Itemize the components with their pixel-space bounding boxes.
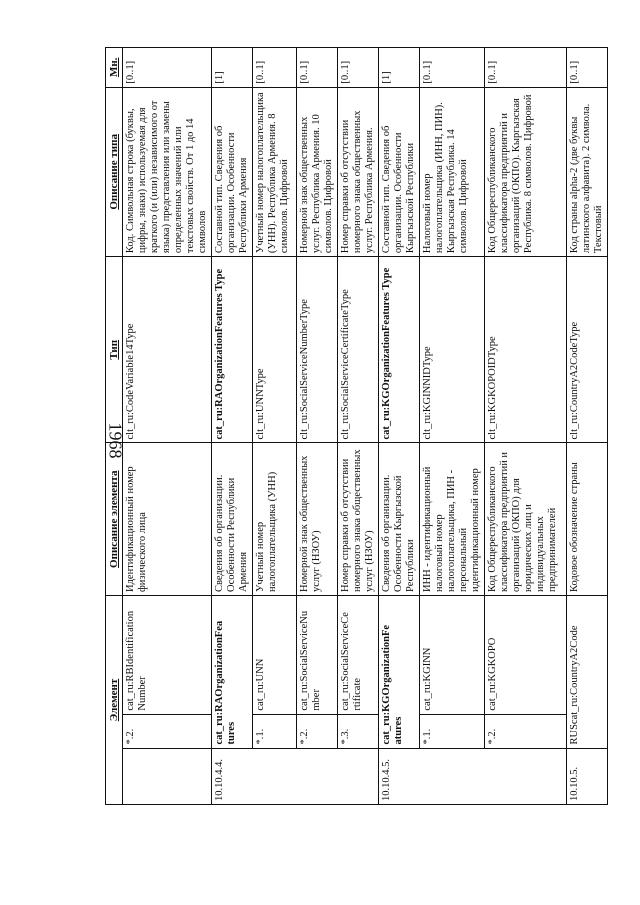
row-description: Учетный номер налогоплательщика (УНН) [253,443,297,596]
row-number [420,748,485,804]
row-type-description: Код Общереспубликанского классификатора предприятий и организаций (ОКПО). Кыргызская Республика. 8 символов. Цифровой [485,87,567,256]
row-element: cat_ru:RBIdentification Number [123,596,212,715]
row-type: cat_ru:KGOrganizationFeatures Type [379,257,420,443]
row-type-description: Составной тип. Сведения об организации. Особенности Кыргызской Республики [379,87,420,256]
row-type: clt_ru:UNNType [253,257,297,443]
row-sub-number: *.2. [485,714,567,748]
page-number: 1968 [105,422,126,459]
row-mn: [0..1] [123,48,212,88]
row-number [338,748,379,804]
row-mn: [0..1] [297,48,338,88]
row-number: 10.10.4.4. [212,748,253,804]
header-description: Описание элемента [106,443,123,596]
row-mn: [0..1] [485,48,567,88]
rotated-table [105,47,604,805]
row-type: clt_ru:KGINNIDType [420,257,485,443]
row-sub-number: *.3. [338,714,379,748]
row-mn: [0..1] [338,48,379,88]
table-row [338,48,379,805]
row-sub-number: *.1. [253,714,297,748]
row-mn: [1] [379,48,420,88]
row-element: cat_ru:KGOrganizationFe atures [379,596,420,749]
row-number [485,748,567,804]
row-description: ИНН - идентификационный налоговый номер налогоплательщика, ПИН - персональный идентификационный номер [420,443,485,596]
row-sub-number: *.2. [123,714,212,748]
table-row [212,48,253,805]
row-sub-number: *.2. [297,714,338,748]
row-number: 10.10.4.5. [379,748,420,804]
row-element: cat_ru:RAOrganizationFea tures [212,596,253,749]
row-element: cat_ru:KGKOPO [485,596,567,715]
table-row [567,48,608,805]
table-row [485,48,567,805]
row-type-description: Составной тип. Сведения об организации. Особенности Республики Армения [212,87,253,256]
row-number: 10.10.5. [567,748,608,804]
row-type: clt_ru:KGKOPOIDType [485,257,567,443]
row-type-description: Код. Символьная строка (буквы, цифры, знаки) используемая для краткого (и (или) независимого от языка) представления или замены определенных значений или текстовых свойств. От 1 до 14 символов [123,87,212,256]
row-element: cat_ru:SocialServiceCe rtificate [338,596,379,715]
row-type: clt_ru:SocialServiceCertificateType [338,257,379,443]
row-mn: [0..1] [420,48,485,88]
row-description: Кодовое обозначение страны [567,443,608,596]
row-element: cat_ru:KGINN [420,596,485,715]
row-type-description: Номерной знак общественных услуг. Республика Армения. 10 символов. Цифровой [297,87,338,256]
header-row [106,48,123,805]
table-row [297,48,338,805]
row-mn: [0..1] [567,48,608,88]
row-type-description: Налоговый номер налогоплательщика (ИНН, ПИН). Кыргызская Республика. 14 символов. Цифровой [420,87,485,256]
row-sub-number: *.1. [420,714,485,748]
row-element: cat_ru:UNN [253,596,297,715]
row-type-description: Номер справки об отсутствии номерного знака общественных услуг. Республика Армения. [338,87,379,256]
header-mn: Мн. [106,48,123,88]
row-type: clt_ru:CodeVariable14Type [123,257,212,443]
row-type-description: Код страны alpha-2 (две буквы латинского алфавита). 2 символа. Текстовый [567,87,608,256]
rotated-table-container [105,47,604,805]
table-row [420,48,485,805]
row-description: Идентификационный номер физического лица [123,443,212,596]
row-description: Номерной знак общественных услуг (НЗОУ) [297,443,338,596]
row-type: clt_ru:SocialServiceNumberType [297,257,338,443]
header-type-description: Описание типа [106,87,123,256]
row-type: clt_ru:CountryA2CodeType [567,257,608,443]
row-description: Сведения об организации. Особенности Республики Армения [212,443,253,596]
table-row [123,48,212,805]
row-number [253,748,297,804]
table-row [379,48,420,805]
spec-table [105,47,608,805]
row-mn: [0..1] [253,48,297,88]
table-row [253,48,297,805]
header-type: Тип [106,257,123,443]
row-type-description: Учетный номер налогоплательщика (УНН). Республика Армения. 8 символов. Цифровой [253,87,297,256]
row-description: Код Общереспубликанского классификатора предприятий и организаций (ОКПО) для юридических лиц и индивидуальных предпринимателей [485,443,567,596]
row-description: Номер справки об отсутствии номерного знака общественных услуг (НЗОУ) [338,443,379,596]
row-number [297,748,338,804]
row-mn: [1] [212,48,253,88]
row-type: cat_ru:RAOrganizationFeatures Type [212,257,253,443]
row-element: cat_ru:SocialServiceNu mber [297,596,338,715]
header-element: Элемент [106,596,123,805]
row-description: Сведения об организации. Особенности Кыргызской Республики [379,443,420,596]
row-element: RUScat_ru:CountryA2Code [567,596,608,749]
row-number [123,748,212,804]
